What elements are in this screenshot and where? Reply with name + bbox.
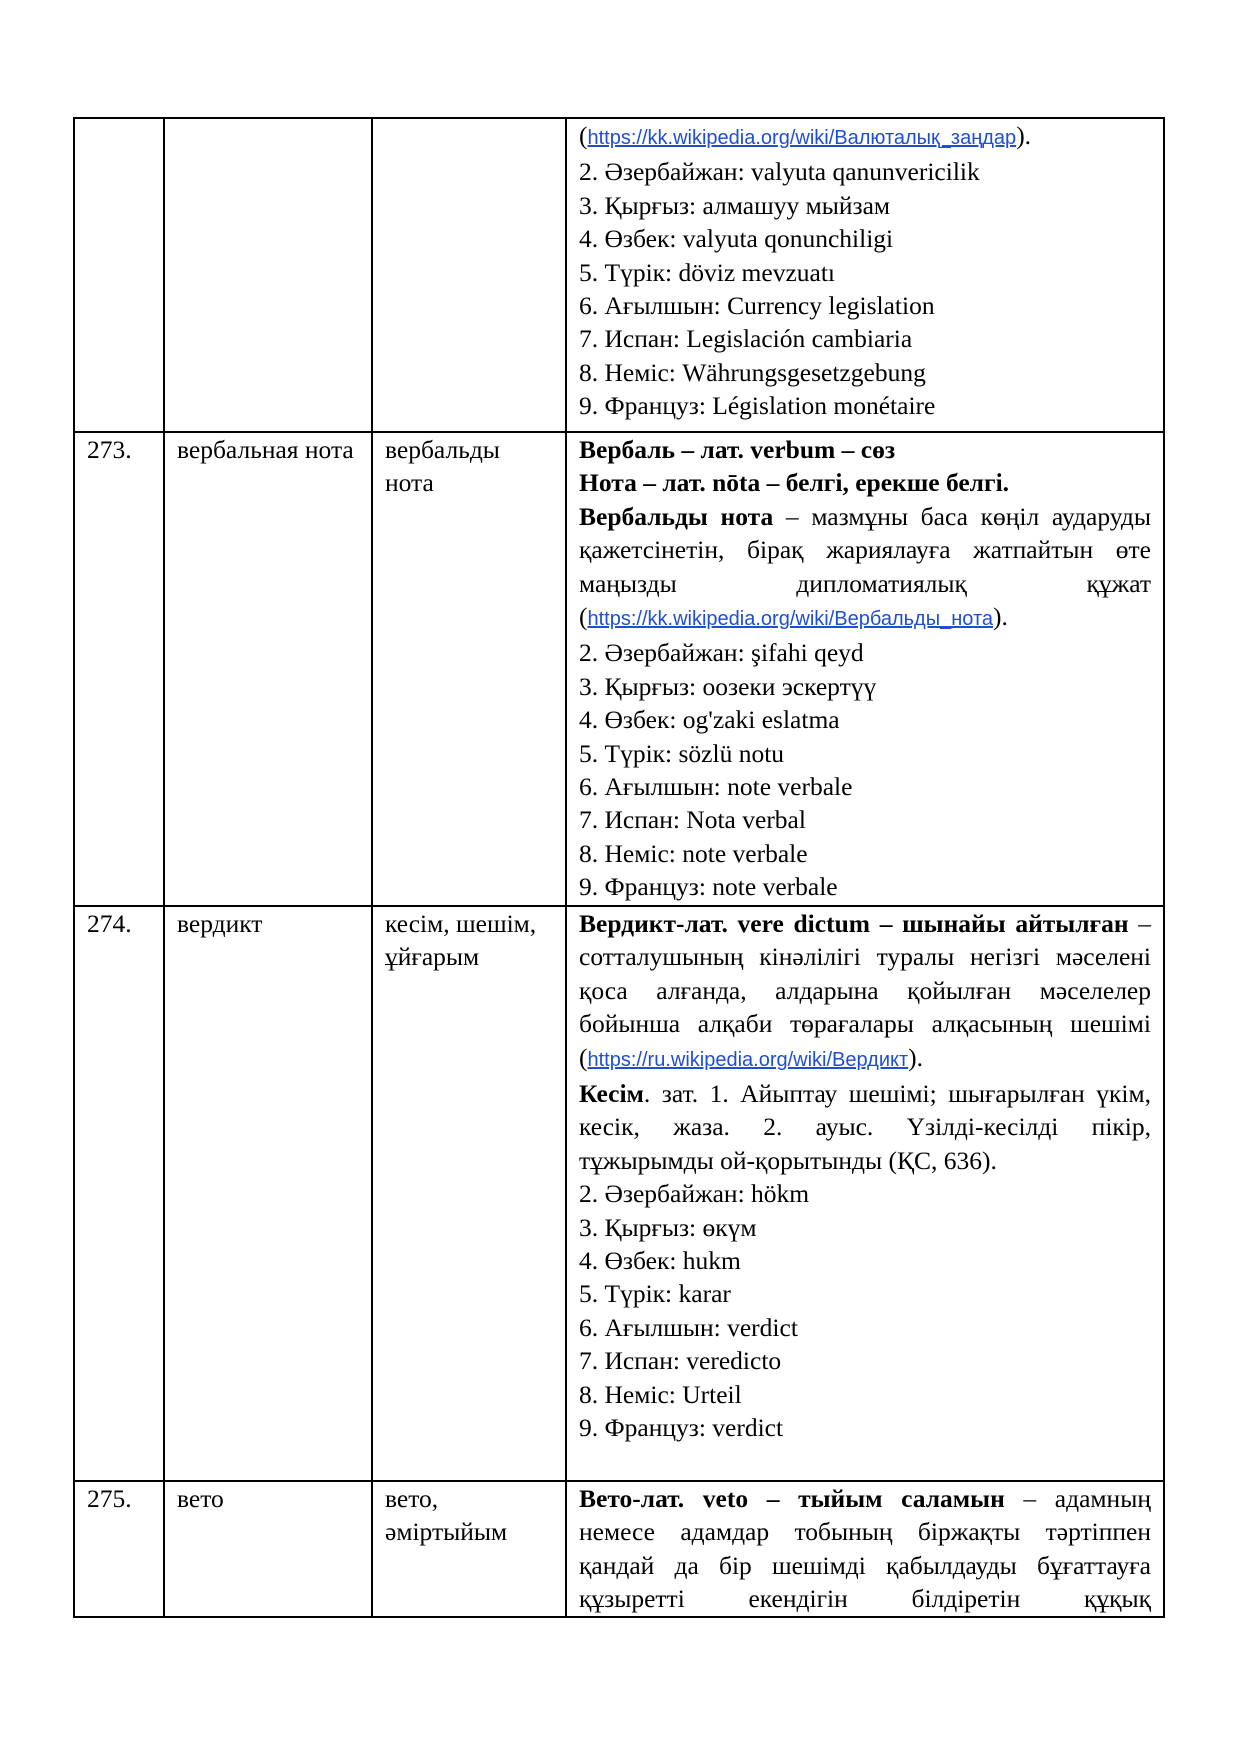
- kazakh-term: вербальды нота: [372, 432, 566, 906]
- translation-item: 6. Ағылшын: Currency legislation: [579, 291, 935, 321]
- row-number: 273.: [74, 432, 164, 906]
- translation-item: 7. Испан: Nota verbal: [579, 805, 806, 835]
- table-row: [74, 1481, 1164, 1617]
- translation-item: 2. Әзербайжан: hökm: [579, 1179, 810, 1209]
- translation-item: 6. Ағылшын: note verbale: [579, 772, 853, 802]
- translation-item: 8. Неміс: note verbale: [579, 838, 808, 868]
- wiki-link[interactable]: https://kk.wikipedia.org/wiki/Валюталық_заңдар: [587, 127, 1017, 149]
- kazakh-term: кесім, шешім, ұйғарым: [372, 906, 566, 1481]
- row-number: 275.: [74, 1481, 164, 1617]
- definition-text: Вето-лат. veto – тыйым саламын – адамның немесе адамдар тобының біржақты тәртіппен қандай да бір шешімді қабылдауды бұғаттауға құзыретті екендігін білдіретін құқық: [579, 1484, 1151, 1614]
- russian-term: [164, 118, 372, 432]
- source-line: (https://kk.wikipedia.org/wiki/Валюталық_заңдар).: [579, 121, 1032, 150]
- translation-item: 4. Өзбек: og'zaki eslatma: [579, 705, 840, 735]
- translation-item: 9. Француз: Législation monétaire: [579, 391, 936, 421]
- russian-term: вердикт: [164, 906, 372, 1481]
- table-row: [74, 906, 1164, 1481]
- translation-item: 8. Неміс: Währungsgesetzgebung: [579, 357, 926, 387]
- row-number: [74, 118, 164, 432]
- definition-text-2: Кесім. зат. 1. Айыптау шешімі; шығарылған үкім, кесік, жаза. 2. ауыс. Үзілді-кесілді пікір, тұжырымды ой-қорытынды (ҚС, 636).: [579, 1079, 1151, 1175]
- translation-item: 2. Әзербайжан: şifahi qeyd: [579, 638, 864, 668]
- translation-item: 3. Қырғыз: оозеки эскертүү: [579, 671, 877, 701]
- definition-text: Вербальды нота – мазмұны баса көңіл аударуды қажетсінетін, бірақ жариялауға жатпайтын өте маңызды дипломатиялық құжат (https://kk.wikipedia.org/wiki/Вербальды_нота).: [579, 501, 1151, 632]
- definition-cell: [566, 432, 1164, 906]
- etymology-line: Вербаль – лат. verbum – сөз: [579, 435, 896, 464]
- translation-item: 4. Өзбек: valyuta qonunchiligi: [579, 224, 894, 254]
- definition-text: Вердикт-лат. vere dictum – шынайы айтылған – сотталушының кінәлілігі туралы негізгі мәселені қоса алғанда, алдарына қойылған мәселелер бойынша алқаби төрағалары алқасының шешімі (https://ru.wikipedia.org/wiki/Вердикт).: [579, 909, 1151, 1072]
- translation-item: 9. Француз: note verbale: [579, 872, 838, 902]
- kazakh-term: вето, әміртыйым: [372, 1481, 566, 1617]
- definition-cell: [566, 118, 1164, 432]
- row-number: 274.: [74, 906, 164, 1481]
- translation-item: 7. Испан: veredicto: [579, 1346, 782, 1376]
- translation-item: 3. Қырғыз: өкүм: [579, 1212, 757, 1242]
- translation-item: 4. Өзбек: hukm: [579, 1246, 741, 1276]
- definition-cell: [566, 1481, 1164, 1617]
- translation-item: 5. Түрік: döviz mevzuatı: [579, 257, 835, 287]
- translation-item: 3. Қырғыз: алмашуу мыйзам: [579, 190, 891, 220]
- translation-item: 5. Түрік: sözlü notu: [579, 738, 785, 768]
- russian-term: вербальная нота: [164, 432, 372, 906]
- russian-term: вето: [164, 1481, 372, 1617]
- definition-cell: [566, 906, 1164, 1481]
- wiki-link[interactable]: https://kk.wikipedia.org/wiki/Вербальды_нота: [587, 608, 994, 631]
- wiki-link[interactable]: https://ru.wikipedia.org/wiki/Вердикт: [587, 1048, 909, 1071]
- translation-item: 7. Испан: Legislación cambiaria: [579, 324, 913, 354]
- translation-item: 2. Әзербайжан: valyuta qanunvericilik: [579, 157, 980, 187]
- translation-item: 9. Француз: verdict: [579, 1413, 784, 1443]
- etymology-line: Нота – лат. nōta – белгі, ерекше белгі.: [579, 468, 1010, 498]
- table-row: [74, 118, 1164, 432]
- translation-item: 8. Неміс: Urteil: [579, 1379, 742, 1409]
- kazakh-term: [372, 118, 566, 432]
- table-row: [74, 432, 1164, 906]
- translation-item: 6. Ағылшын: verdict: [579, 1312, 798, 1342]
- translation-item: 5. Түрік: karar: [579, 1279, 731, 1309]
- glossary-table: [73, 117, 1165, 1618]
